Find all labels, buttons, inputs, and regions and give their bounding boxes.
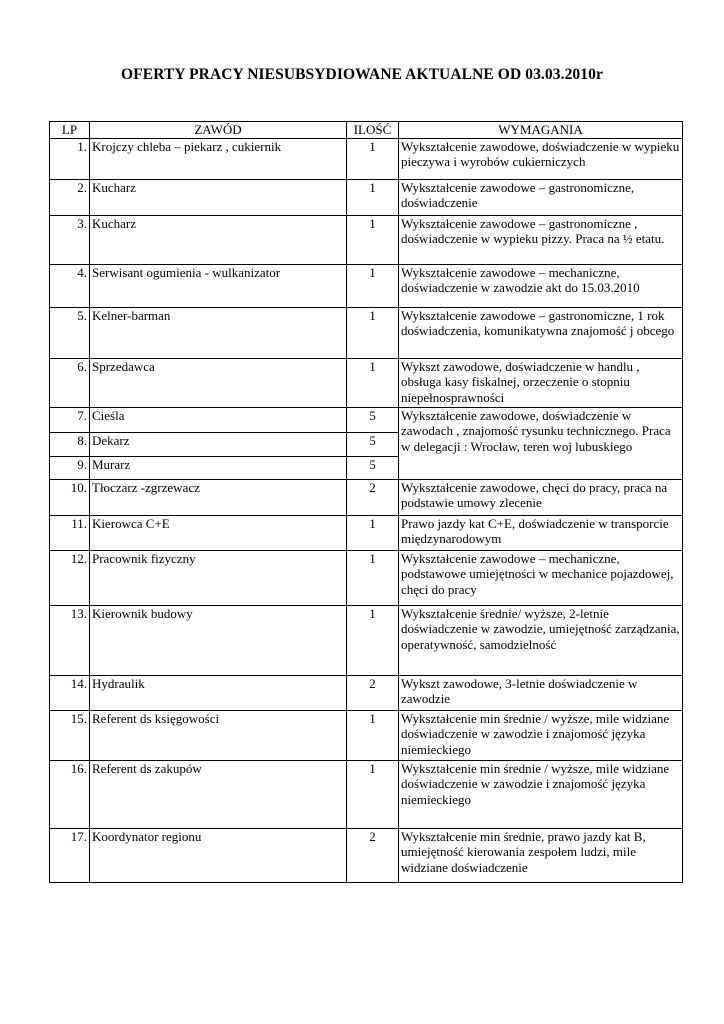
quantity: 5 <box>347 456 399 479</box>
row-number: 11. <box>50 515 90 550</box>
table-row <box>50 710 683 760</box>
table-row <box>50 179 683 215</box>
row-number: 5. <box>50 307 90 358</box>
table-row <box>50 358 683 407</box>
requirements: Wykształcenie min średnie / wyższe, mile widziane doświadczenie w zawodzie i znajomość języka niemieckiego <box>399 760 683 828</box>
occupation: Hydraulik <box>90 675 347 710</box>
quantity: 1 <box>347 710 399 760</box>
quantity: 1 <box>347 358 399 407</box>
quantity: 1 <box>347 264 399 307</box>
row-number: 4. <box>50 264 90 307</box>
table-row <box>50 479 683 515</box>
table-row <box>50 760 683 828</box>
requirements: Wykształcenie min średnie / wyższe, mile widziane doświadczenie w zawodzie i znajomość języka niemieckiego <box>399 710 683 760</box>
document-title: OFERTY PRACY NIESUBSYDIOWANE AKTUALNE OD 03.03.2010r <box>121 66 603 83</box>
quantity: 5 <box>347 432 399 456</box>
quantity: 1 <box>347 179 399 215</box>
header-lp: LP <box>50 122 90 139</box>
quantity: 2 <box>347 675 399 710</box>
quantity: 1 <box>347 215 399 264</box>
header-ilosc: ILOŚĆ <box>347 122 399 139</box>
occupation: Serwisant ogumienia - wulkanizator <box>90 264 347 307</box>
table-row <box>50 407 683 432</box>
table-row <box>50 138 683 179</box>
row-number: 9. <box>50 456 90 479</box>
requirements: Prawo jazdy kat C+E, doświadczenie w transporcie międzynarodowym <box>399 515 683 550</box>
row-number: 14. <box>50 675 90 710</box>
occupation: Tłoczarz -zgrzewacz <box>90 479 347 515</box>
table-row <box>50 515 683 550</box>
occupation: Referent ds zakupów <box>90 760 347 828</box>
occupation: Krojczy chleba – piekarz , cukiernik <box>90 138 347 179</box>
requirements: Wykształcenie min średnie, prawo jazdy kat B, umiejętność kierowania zespołem ludzi, mile widziane doświadczenie <box>399 828 683 882</box>
requirements: Wykształcenie zawodowe – mechaniczne, doświadczenie w zawodzie akt do 15.03.2010 <box>399 264 683 307</box>
occupation: Pracownik fizyczny <box>90 550 347 605</box>
occupation: Kierownik budowy <box>90 605 347 675</box>
occupation: Kucharz <box>90 179 347 215</box>
row-number: 15. <box>50 710 90 760</box>
quantity: 1 <box>347 550 399 605</box>
quantity: 1 <box>347 515 399 550</box>
occupation: Dekarz <box>90 432 347 456</box>
quantity: 2 <box>347 828 399 882</box>
occupation: Kelner-barman <box>90 307 347 358</box>
quantity: 1 <box>347 138 399 179</box>
occupation: Kierowca C+E <box>90 515 347 550</box>
requirements: Wykszt zawodowe, doświadczenie w handlu , obsługa kasy fiskalnej, orzeczenie o stopniu niepełnosprawności <box>399 358 683 407</box>
row-number: 6. <box>50 358 90 407</box>
requirements: Wykształcenie zawodowe, doświadczenie w wypieku pieczywa i wyrobów cukierniczych <box>399 138 683 179</box>
table-row <box>50 550 683 605</box>
requirements: Wykształcenie zawodowe – gastronomiczne , doświadczenie w wypieku pizzy. Praca na ½ etatu. <box>399 215 683 264</box>
requirements: Wykształcenie zawodowe, doświadczenie w zawodach , znajomość rysunku technicznego. Praca w delegacji : Wrocław, teren woj lubuskiego <box>399 407 683 479</box>
table-row <box>50 605 683 675</box>
occupation: Koordynator regionu <box>90 828 347 882</box>
occupation: Murarz <box>90 456 347 479</box>
table-header-row <box>50 122 683 139</box>
row-number: 12. <box>50 550 90 605</box>
occupation: Kucharz <box>90 215 347 264</box>
requirements: Wykształcenie zawodowe, chęci do pracy, praca na podstawie umowy zlecenie <box>399 479 683 515</box>
requirements: Wykształcenie zawodowe – gastronomiczne, 1 rok doświadczenia, komunikatywna znajomość j obcego <box>399 307 683 358</box>
row-number: 2. <box>50 179 90 215</box>
requirements: Wykszt zawodowe, 3-letnie doświadczenie w zawodzie <box>399 675 683 710</box>
row-number: 3. <box>50 215 90 264</box>
requirements: Wykształcenie zawodowe – mechaniczne, podstawowe umiejętności w mechanice pojazdowej, chęci do pracy <box>399 550 683 605</box>
row-number: 10. <box>50 479 90 515</box>
row-number: 7. <box>50 407 90 432</box>
table-row <box>50 264 683 307</box>
quantity: 1 <box>347 307 399 358</box>
occupation: Referent ds księgowości <box>90 710 347 760</box>
table-row <box>50 307 683 358</box>
occupation: Sprzedawca <box>90 358 347 407</box>
quantity: 5 <box>347 407 399 432</box>
header-wymagania: WYMAGANIA <box>399 122 683 139</box>
row-number: 13. <box>50 605 90 675</box>
row-number: 8. <box>50 432 90 456</box>
table-row <box>50 675 683 710</box>
table-row <box>50 215 683 264</box>
row-number: 17. <box>50 828 90 882</box>
row-number: 1. <box>50 138 90 179</box>
requirements: Wykształcenie zawodowe – gastronomiczne, doświadczenie <box>399 179 683 215</box>
row-number: 16. <box>50 760 90 828</box>
job-offers-table <box>49 121 683 883</box>
quantity: 1 <box>347 760 399 828</box>
requirements: Wykształcenie średnie/ wyższe, 2-letnie doświadczenie w zawodzie, umiejętność zarządzania, operatywność, samodzielność <box>399 605 683 675</box>
quantity: 1 <box>347 605 399 675</box>
header-zawod: ZAWÓD <box>90 122 347 139</box>
quantity: 2 <box>347 479 399 515</box>
table-row <box>50 828 683 882</box>
occupation: Cieśla <box>90 407 347 432</box>
